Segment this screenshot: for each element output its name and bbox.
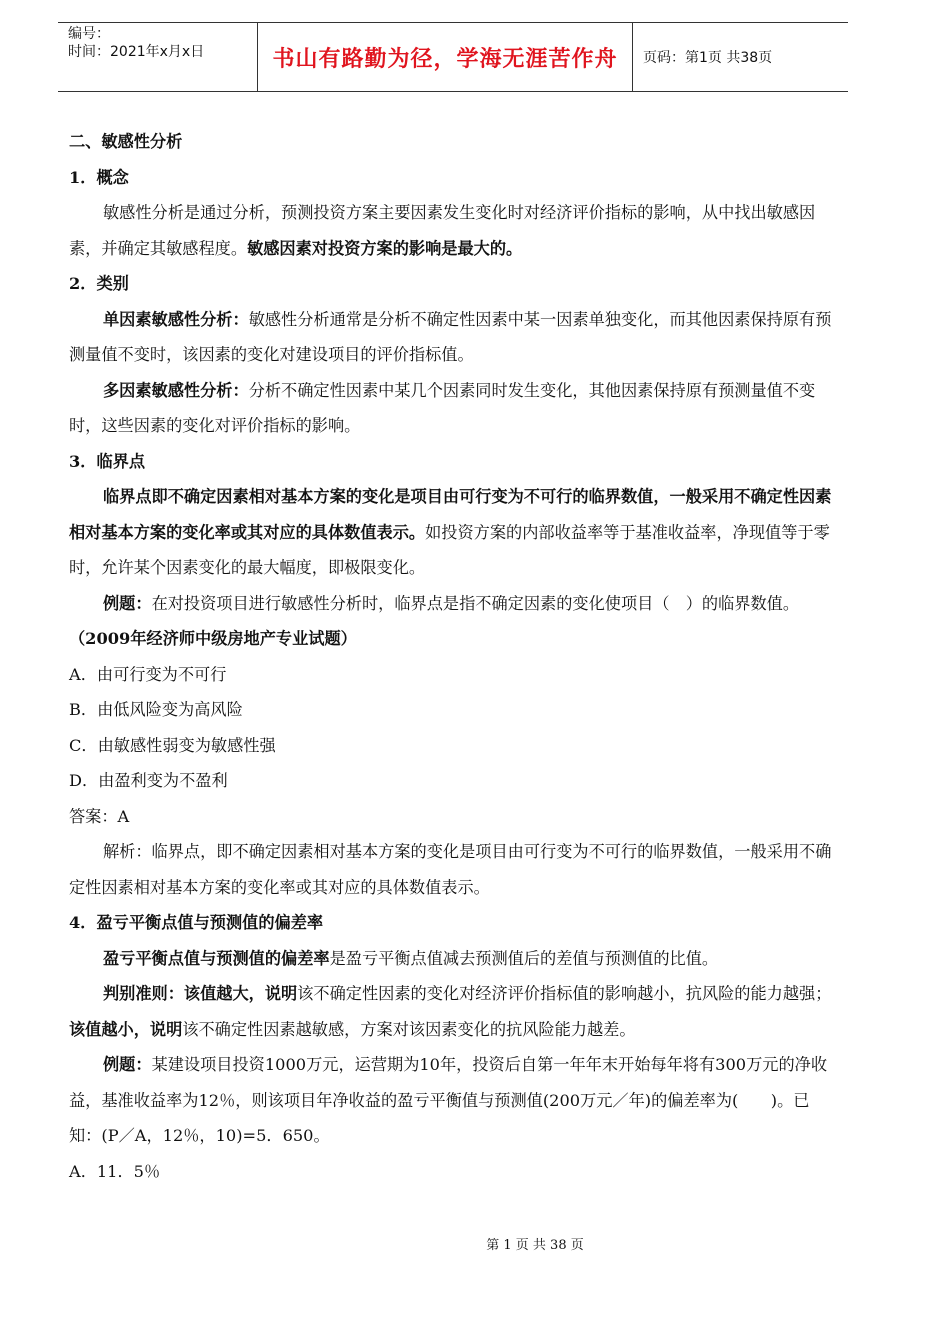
heading-categories: 2．类别 (69, 274, 129, 293)
example-1-question (69, 586, 836, 657)
header-page-info: 页码：第1页 共38页 (643, 50, 773, 66)
text-bold: 临界点即不确定因素相对基本方案的变化是项目由可行变为不可行的临界数值，一般采用不确定性因素相对基本方案的变化率或其对应的具体数值表示。 (69, 487, 832, 542)
example-label: 例题： (103, 1055, 152, 1074)
paragraph-concept (69, 195, 836, 266)
paragraph-multi-factor (69, 373, 836, 444)
text-normal: 敏感性分析通常是分析不确定性因素中某一因素单独变化，而其他因素保持原有预测量值不变时，该因素的变化对建设项目的评价指标值。 (69, 309, 832, 364)
heading-concept: 1．概念 (69, 167, 129, 187)
example-1-option-d: D．由盈利变为不盈利 (69, 771, 228, 790)
example-label: 例题： (103, 593, 152, 613)
text-normal: 该不确定性因素的变化对经济评价指标值的影响越小，抗风险的能力越强； (297, 984, 832, 1003)
text-bold: 判别准则：该值越大，说明 (103, 984, 298, 1003)
text-normal: 分析不确定性因素中某几个因素同时发生变化，其他因素保持原有预测量值不变时，这些因素的变化对评价指标的影响。 (69, 380, 816, 435)
example-1-option-c: C．由敏感性弱变为敏感性强 (69, 735, 276, 755)
example-2-option-a: A．11．5％ (69, 1161, 161, 1181)
example-text: 在对投资项目进行敏感性分析时，临界点是指不确定因素的变化使项目（ ）的临界数值。 (151, 593, 800, 613)
heading-deviation-rate: 4．盈亏平衡点值与预测值的偏差率 (69, 913, 324, 932)
text-normal: 如投资方案的内部收益率等于基准收益率，净现值等于零时，允许某个因素变化的最大幅度，即极限变化。 (69, 522, 830, 577)
text-bold: 该值越小，说明 (69, 1019, 183, 1039)
paragraph-deviation-definition (69, 941, 836, 977)
example-1-analysis: 解析：临界点，即不确定因素相对基本方案的变化是项目由可行变为不可行的临界数值，一般采用不确定性因素相对基本方案的变化率或其对应的具体数值表示。 (69, 842, 832, 897)
text-bold: 盈亏平衡点值与预测值的偏差率 (103, 948, 330, 968)
text-bold: 敏感因素对投资方案的影响是最大的。 (247, 238, 523, 258)
heading-critical-point: 3．临界点 (69, 451, 146, 471)
text-normal: 该不确定性因素越敏感，方案对该因素变化的抗风险能力越差。 (182, 1019, 636, 1039)
document-body (69, 124, 836, 1189)
example-source: （2009年经济师中级房地产专业试题） (69, 629, 357, 648)
paragraph-single-factor (69, 302, 836, 373)
text-normal: 是盈亏平衡点值减去预测值后的差值与预测值的比值。 (329, 948, 719, 968)
page-footer: 第 1 页 共 38 页 (486, 1238, 584, 1253)
example-2-question (69, 1047, 836, 1154)
paragraph-criteria (69, 976, 836, 1047)
time-label: 时间：2021年x月x日 (68, 44, 205, 60)
header-meta (58, 23, 258, 91)
number-label: 编号： (68, 26, 110, 42)
text-bold: 多因素敏感性分析： (103, 380, 249, 400)
example-text: 某建设项目投资1000万元，运营期为10年，投资后自第一年年末开始每年将有300万元的净收益，基准收益率为12％，则该项目年净收益的盈亏平衡值与预测值(200万元／年)的偏差率为( )。已知：(P／A，12％，10)=5．650。 (69, 1055, 828, 1145)
example-1-option-b: B．由低风险变为高风险 (69, 700, 243, 719)
header-motto: 书山有路勤为径，学海无涯苦作舟 (258, 23, 633, 91)
section-title: 二、敏感性分析 (69, 132, 183, 151)
example-1-option-a: A．由可行变为不可行 (69, 664, 227, 684)
text-bold: 单因素敏感性分析： (103, 309, 249, 329)
text-normal: 敏感性分析是通过分析，预测投资方案主要因素发生变化时对经济评价指标的影响，从中找出敏感因素，并确定其敏感程度。 (69, 203, 816, 258)
example-1-answer: 答案：A (69, 806, 130, 826)
paragraph-critical-point (69, 479, 836, 586)
page-header (58, 22, 848, 92)
